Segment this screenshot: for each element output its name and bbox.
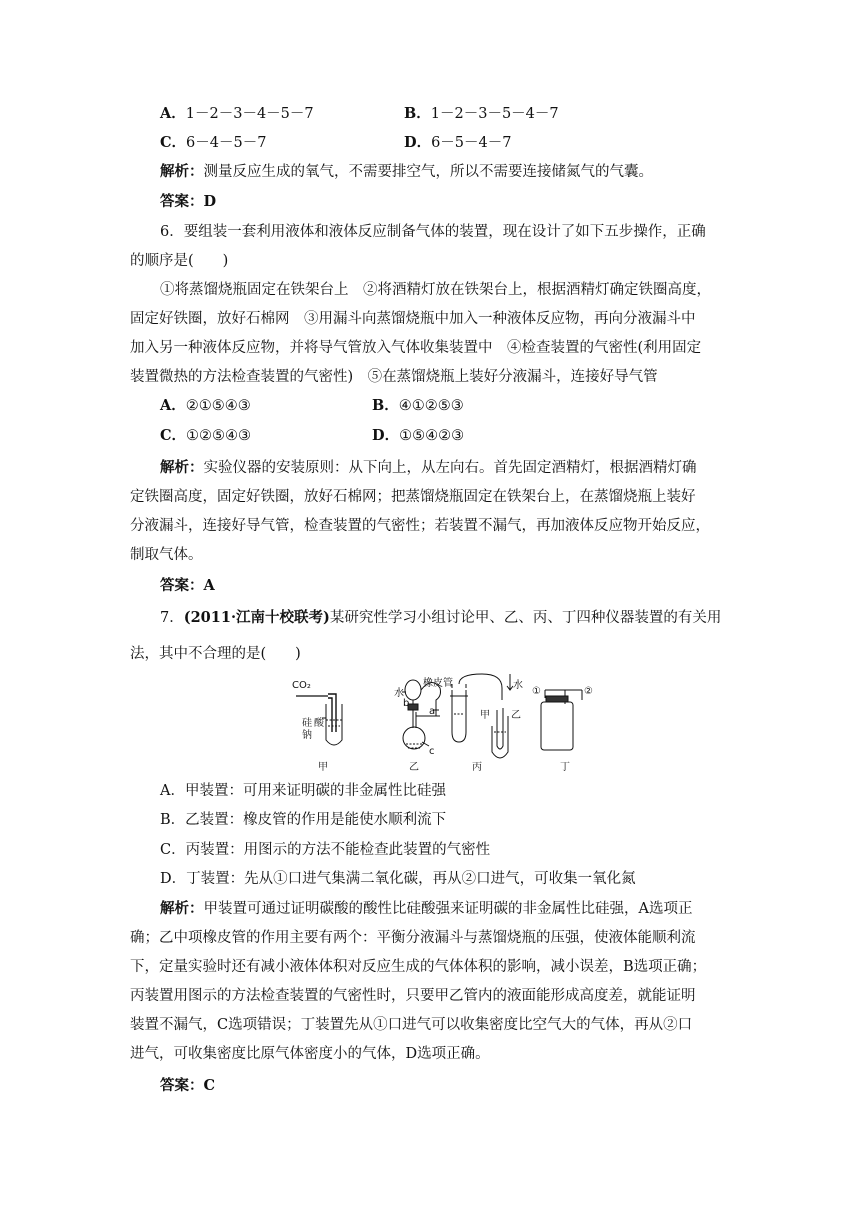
q6-stem-line-2: 的顺序是( ): [130, 253, 229, 269]
fig-label-a: a: [429, 706, 436, 717]
q7-answer: [160, 1076, 215, 1096]
q6-option-c: [160, 426, 251, 446]
q6-option-c-text: ①②⑤④③: [186, 428, 252, 444]
q7-analysis-line-5: 装置不漏气，C选项错误；丁装置先从①口进气可以收集密度比空气大的气体，再从②口: [130, 1017, 693, 1033]
fig-silicate-char-2: 酸: [314, 718, 324, 729]
q5-option-c-letter: C．: [160, 134, 187, 151]
fig-label-b: b: [403, 698, 410, 709]
q5-answer-label: 答案：: [160, 193, 204, 210]
apparatus-figure: [282, 670, 612, 775]
q5-option-c: [160, 133, 266, 153]
q6-answer-label: 答案：: [160, 577, 204, 594]
q5-option-c-text: 6－4－5－7: [186, 135, 267, 151]
q7-option-a: A．甲装置：可用来证明碳的非金属性比硅强: [160, 783, 446, 799]
fig-inner-yi: 乙: [511, 710, 521, 721]
q6-analysis-line-4: 制取气体。: [130, 547, 203, 563]
q7-stem-text-1: 某研究性学习小组讨论甲、乙、丙、丁四种仪器装置的有关用: [329, 610, 722, 626]
q5-option-b-text: 1－2－3－5－4－7: [430, 106, 559, 122]
q6-steps-line-2: 固定好铁圈，放好石棉网 ③用漏斗向蒸馏烧瓶中加入一种液体反应物，再向分液漏斗中: [130, 311, 696, 327]
q6-option-a: [160, 396, 251, 416]
fig-label-yi: 乙: [409, 762, 419, 773]
q5-analysis: [160, 162, 653, 182]
q6-option-b-text: ④①②⑤③: [398, 398, 464, 414]
q7-analysis-line-6: 进气，可收集密度比原气体密度小的气体，D选项正确。: [130, 1046, 490, 1062]
q7-analysis-line-1: [160, 899, 692, 919]
q7-analysis-line-3: 下，定量实验时还有减小液体体积对反应生成的气体体积的影响，减小误差，B选项正确；: [130, 959, 707, 975]
fig-label-jia: 甲: [318, 762, 328, 773]
q5-option-d: [404, 133, 511, 153]
q7-source: (2011·江南十校联考): [183, 609, 330, 626]
fig-port-2: ②: [584, 686, 593, 697]
fig-label-bing: 丙: [472, 762, 482, 773]
q5-option-d-text: 6－5－4－7: [431, 135, 512, 151]
q6-option-b: [372, 396, 464, 416]
q7-analysis-text-1: 甲装置可通过证明碳酸的酸性比硅酸强来证明碳的非金属性比硅强，A选项正: [203, 901, 693, 917]
q5-option-b: [404, 104, 559, 124]
q6-analysis-line-2: 定铁圈高度，固定好铁圈，放好石棉网；把蒸馏烧瓶固定在铁架台上，在蒸馏烧瓶上装好: [130, 489, 696, 505]
q6-steps-line-4: 装置微热的方法检查装置的气密性) ⑤在蒸馏烧瓶上装好分液漏斗，连接好导气管: [130, 369, 658, 385]
q7-stem-line-2: 法，其中不合理的是( ): [130, 646, 301, 662]
fig-inner-jia: 甲: [480, 710, 490, 721]
fig-silicate-char-3: 钠: [302, 730, 312, 741]
q6-option-b-letter: B．: [372, 397, 399, 414]
q5-option-b-letter: B．: [404, 105, 431, 122]
q5-answer-value: D: [203, 193, 217, 210]
q5-option-a: [160, 104, 314, 124]
q6-stem-line-1: 6．要组装一套利用液体和液体反应制备气体的装置，现在设计了如下五步操作，正确: [160, 224, 706, 240]
q6-steps-line-1: ①将蒸馏烧瓶固定在铁架台上 ②将酒精灯放在铁架台上，根据酒精灯确定铁圈高度，: [160, 282, 711, 298]
q6-option-c-letter: C．: [160, 427, 187, 444]
fig-label-ding: 丁: [560, 762, 570, 773]
q6-steps-line-3: 加入另一种液体反应物，并将导气管放入气体收集装置中 ④检查装置的气密性(利用固定: [130, 340, 702, 356]
q6-analysis-line-3: 分液漏斗，连接好导气管，检查装置的气密性；若装置不漏气，再加液体反应物开始反应，: [130, 518, 710, 534]
q5-analysis-label: 解析：: [160, 163, 204, 180]
q6-option-d-letter: D．: [372, 427, 400, 444]
q6-analysis-text-1: 实验仪器的安装原则：从下向上，从左向右。首先固定酒精灯，根据酒精灯确: [203, 460, 697, 476]
q6-answer-value: A: [203, 577, 215, 594]
q5-option-a-letter: A．: [160, 105, 186, 122]
q6-option-a-letter: A．: [160, 397, 186, 414]
q7-number: 7．: [160, 610, 184, 626]
fig-port-1: ①: [532, 686, 541, 697]
q7-stem-line-1: [160, 608, 721, 628]
q7-analysis-label: 解析：: [160, 900, 204, 917]
q5-option-d-letter: D．: [404, 134, 432, 151]
fig-label-c: c: [429, 746, 435, 757]
q6-option-a-text: ②①⑤④③: [185, 398, 251, 414]
apparatus-svg: [282, 670, 612, 775]
fig-co2-label: CO₂: [292, 680, 311, 691]
q6-analysis-line-1: [160, 458, 697, 478]
q6-answer: [160, 576, 215, 596]
q7-answer-value: C: [203, 1077, 216, 1094]
fig-rubber-tube-label: 橡皮管: [423, 678, 453, 689]
q7-analysis-line-4: 丙装置用图示的方法检查装置的气密性时，只要甲乙管内的液面能形成高度差，就能证明: [130, 988, 696, 1004]
q5-option-a-text: 1－2－3－4－5－7: [185, 106, 314, 122]
q7-option-c: C．丙装置：用图示的方法不能检查此装置的气密性: [160, 842, 491, 858]
q7-analysis-line-2: 确；乙中项橡皮管的作用主要有两个：平衡分液漏斗与蒸馏烧瓶的压强，使液体能顺利流: [130, 930, 696, 946]
q6-analysis-label: 解析：: [160, 459, 204, 476]
q7-answer-label: 答案：: [160, 1077, 204, 1094]
q6-option-d-text: ①⑤④②③: [399, 428, 465, 444]
fig-water-bing: 水: [513, 680, 523, 691]
fig-silicate-char-1: 硅: [302, 718, 312, 729]
fig-water-yi: 水: [394, 688, 404, 699]
q7-option-d: D．丁装置：先从①口进气集满二氧化碳，再从②口进气，可收集一氧化氮: [160, 871, 636, 887]
q7-option-b: B．乙装置：橡皮管的作用是能使水顺利流下: [160, 812, 447, 828]
q6-option-d: [372, 426, 464, 446]
q5-answer: [160, 192, 216, 212]
q5-analysis-text: 测量反应生成的氧气，不需要排空气，所以不需要连接储氮气的气囊。: [203, 164, 653, 180]
